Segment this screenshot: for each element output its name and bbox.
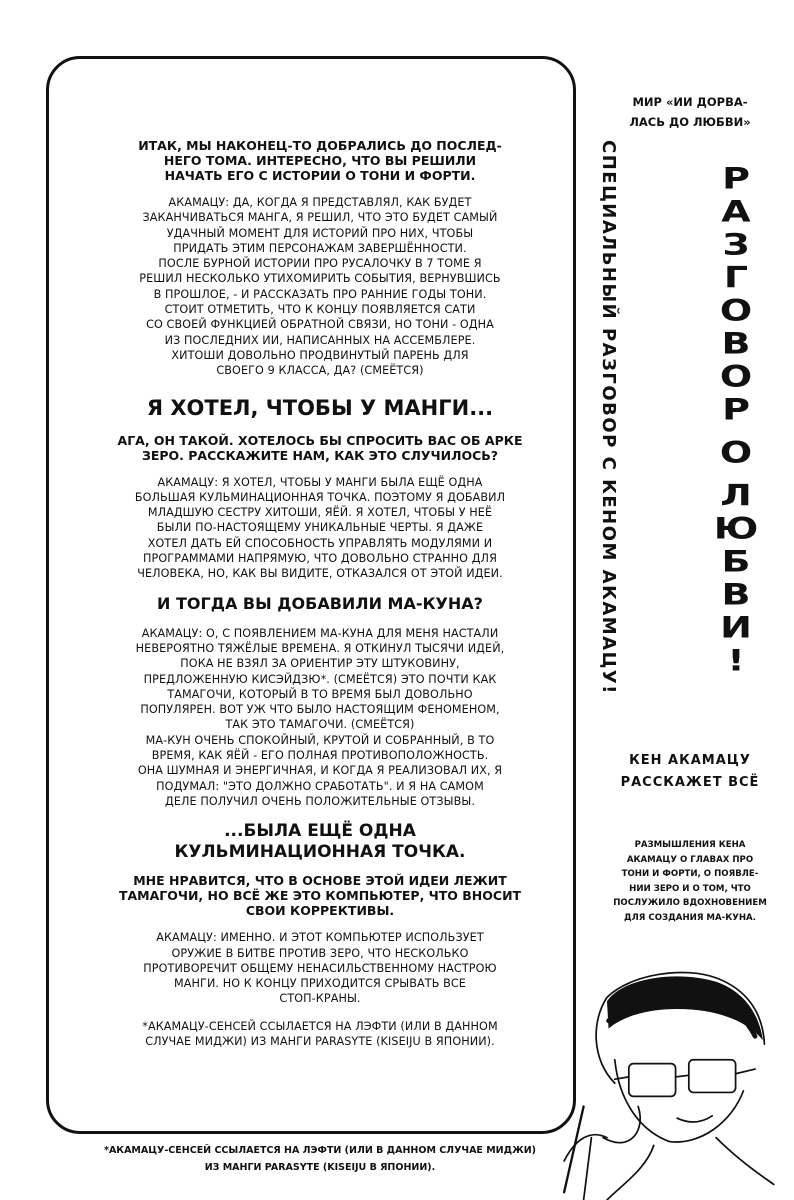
text-line: АКАМАЦУ: Я ХОТЕЛ, ЧТОБЫ У МАНГИ БЫЛА ЕЩЁ ОДНА xyxy=(157,475,483,489)
text-line: РАССКАЖЕТ ВСЁ xyxy=(620,775,760,790)
text-line: МИР «ИИ ДОРВА- xyxy=(632,95,748,109)
text-line: СВОИ КОРРЕКТИВЫ. xyxy=(245,903,395,919)
text-line: *АКАМАЦУ-СЕНСЕЙ ССЫЛАЕТСЯ НА ЛЭФТИ (ИЛИ В ДАННОМ xyxy=(142,1019,498,1033)
text-line: ТАМАГОЧИ, КОТОРЫЙ В ТО ВРЕМЯ БЫЛ ДОВОЛЬНО xyxy=(167,687,473,701)
text-line: ПОКА НЕ ВЗЯЛ ЗА ОРИЕНТИР ЭТУ ШТУКОВИНУ, xyxy=(180,657,460,671)
text-line: МА-КУН ОЧЕНЬ СПОКОЙНЫЙ, КРУТОЙ И СОБРАННЫЙ, В ТО xyxy=(145,733,495,747)
text-line: ИЗ ПОСЛЕДНИХ ИИ, НАПИСАННЫХ НА АССЕМБЛЕРЕ. xyxy=(164,333,476,347)
interviewer-question xyxy=(80,433,560,463)
title-letter: З xyxy=(722,226,750,262)
text-line: ПРОТИВОРЕЧИТ ОБЩЕМУ НЕНАСИЛЬСТВЕННОМУ НАСТРОЮ xyxy=(143,961,497,975)
text-line: ИЗ МАНГИ PARASYTE (KISEIJU В ЯПОНИИ). xyxy=(204,1162,436,1173)
section-heading xyxy=(80,821,560,863)
text-line: НИИ ЗЕРО И О ТОМ, ЧТО xyxy=(629,883,751,894)
text-line: БЫЛИ ПО-НАСТОЯЩЕМУ УНИКАЛЬНЫЕ ЧЕРТЫ. Я ДАЖЕ xyxy=(156,521,484,535)
title-letter: О xyxy=(719,434,753,470)
text-line: СВОЕГО 9 КЛАССА, ДА? (СМЕЁТСЯ) xyxy=(216,364,424,378)
section-heading xyxy=(80,395,560,421)
subtitle-vertical xyxy=(596,140,620,730)
interview-column xyxy=(80,138,560,1061)
text-line: ХИТОШИ ДОВОЛЬНО ПРОДВИНУТЫЙ ПАРЕНЬ ДЛЯ xyxy=(171,348,469,362)
text-line: СЛУЧАЕ МИДЖИ) ИЗ МАНГИ PARASYTE (KISEIJU В ЯПОНИИ). xyxy=(145,1034,495,1048)
title-letter: Л xyxy=(720,477,752,513)
subtitle-text: СПЕЦИАЛЬНЫЙ РАЗГОВОР С КЕНОМ АКАМАЦУ! xyxy=(598,140,619,695)
text-line: ДЕЛЕ ПОЛУЧИЛ ОЧЕНЬ ПОЛОЖИТЕЛЬНЫЕ ОТЗЫВЫ. xyxy=(164,794,476,808)
text-line: НЕВЕРОЯТНО ТЯЖЁЛЫЕ ВРЕМЕНА. Я ОТКИНУЛ ТЫСЯЧИ ИДЕЙ, xyxy=(135,641,505,655)
text-line: РАЗМЫШЛЕНИЯ КЕНА xyxy=(634,840,746,850)
title-letter: Б xyxy=(721,543,751,579)
title-letter: О xyxy=(719,358,753,394)
title-letter xyxy=(700,470,772,478)
text-line: ЗАКАНЧИВАТЬСЯ МАНГА, Я РЕШИЛ, ЧТО ЭТО БУДЕТ САМЫЙ xyxy=(142,211,498,225)
text-line: ПОСЛУЖИЛО ВДОХНОВЕНИЕМ xyxy=(613,898,767,908)
title-letter: Р xyxy=(722,160,750,196)
text-line: СО СВОЕЙ ФУНКЦИЕЙ ОБРАТНОЙ СВЯЗИ, НО ТОНИ - ОДНА xyxy=(146,318,494,332)
title-letter: Ю xyxy=(713,510,759,546)
text-line: УДАЧНЫЙ МОМЕНТ ДЛЯ ИСТОРИЙ ПРО НИХ, ЧТОБЫ xyxy=(166,226,474,240)
text-line: СТОП-КРАНЫ. xyxy=(279,992,361,1006)
text-line: *АКАМАЦУ-СЕНСЕЙ ССЫЛАЕТСЯ НА ЛЭФТИ (ИЛИ В ДАННОМ СЛУЧАЕ МИДЖИ) xyxy=(103,1145,537,1156)
author-answer xyxy=(80,195,560,379)
author-portrait-illustration xyxy=(540,935,794,1200)
title-letter: Г xyxy=(723,259,749,295)
text-line: ПОДУМАЛ: "ЭТО ДОЛЖНО СРАБОТАТЬ". И Я НА САМОМ xyxy=(156,779,484,793)
text-line: СТОИТ ОТМЕТИТЬ, ЧТО К КОНЦУ ПОЯВЛЯЕТСЯ САТИ xyxy=(164,303,476,317)
text-line: ЗЕРО. РАССКАЖИТЕ НАМ, КАК ЭТО СЛУЧИЛОСЬ? xyxy=(141,447,499,463)
text-line: ПОСЛЕ БУРНОЙ ИСТОРИИ ПРО РУСАЛОЧКУ В 7 ТОМЕ Я xyxy=(158,257,482,271)
interviewer-question xyxy=(80,873,560,918)
text-line: ПРЕДЛОЖЕННУЮ КИСЭЙДЗЮ*. (СМЕЁТСЯ) ЭТО ПОЧТИ КАК xyxy=(143,672,497,686)
title-letter: ! xyxy=(727,642,745,678)
text-line: ТОНИ И ФОРТИ, О ПОЯВЛЕ- xyxy=(621,869,759,879)
text-line: МЛАДШУЮ СЕСТРУ ХИТОШИ, ЯЁЙ. Я ХОТЕЛ, ЧТОБЫ У НЕЁ xyxy=(147,506,493,520)
blurb-text xyxy=(590,838,790,925)
text-line: ВРЕМЯ, КАК ЯЁЙ - ЕГО ПОЛНАЯ ПРОТИВОПОЛОЖНОСТЬ. xyxy=(151,749,489,763)
series-title xyxy=(590,92,790,132)
text-line: ДЛЯ СОЗДАНИЯ МА-КУНА. xyxy=(624,912,756,923)
text-line: НЕГО ТОМА. ИНТЕРЕСНО, ЧТО ВЫ РЕШИЛИ xyxy=(163,153,477,168)
text-line: И ТОГДА ВЫ ДОБАВИЛИ МА-КУНА? xyxy=(157,593,483,613)
text-line: ИТАК, МЫ НАКОНЕЦ-ТО ДОБРАЛИСЬ ДО ПОСЛЕД- xyxy=(138,138,502,153)
text-line: НАЧАТЬ ЕГО С ИСТОРИИ О ТОНИ И ФОРТИ. xyxy=(164,168,476,183)
author-answer xyxy=(80,930,560,1006)
text-line: ТАМАГОЧИ, НО ВСЁ ЖЕ ЭТО КОМПЬЮТЕР, ЧТО ВНОСИТ xyxy=(118,888,522,904)
main-title-vertical xyxy=(700,162,772,677)
title-letter: В xyxy=(721,576,751,612)
interviewer-question xyxy=(80,138,560,183)
text-line: КУЛЬМИНАЦИОННАЯ ТОЧКА. xyxy=(174,842,466,863)
text-line: ТАК ЭТО ТАМАГОЧИ. (СМЕЁТСЯ) xyxy=(225,718,415,732)
title-letter: О xyxy=(719,292,753,328)
title-letter: Р xyxy=(722,391,750,427)
text-line: ЧЕЛОВЕКА, НО, КАК ВЫ ВИДИТЕ, ОТКАЗАЛСЯ ОТ ЭТОЙ ИДЕИ. xyxy=(137,567,503,581)
author-answer xyxy=(80,626,560,810)
title-letter: А xyxy=(721,193,751,229)
text-line: АКАМАЦУ: ИМЕННО. И ЭТОТ КОМПЬЮТЕР ИСПОЛЬЗУЕТ xyxy=(156,931,484,945)
text-line: МАНГИ. НО К КОНЦУ ПРИХОДИТСЯ СРЫВАТЬ ВСЕ xyxy=(174,977,466,991)
text-line: АКАМАЦУ О ГЛАВАХ ПРО xyxy=(626,854,754,865)
title-letter xyxy=(700,427,772,435)
text-line: Я ХОТЕЛ, ЧТОБЫ У МАНГИ... xyxy=(146,395,494,420)
title-letter: В xyxy=(721,325,751,361)
text-line: АКАМАЦУ: ДА, КОГДА Я ПРЕДСТАВЛЯЛ, КАК БУДЕТ xyxy=(168,196,472,209)
title-letter: И xyxy=(720,609,752,645)
author-answer xyxy=(80,475,560,582)
text-line: ЛАСЬ ДО ЛЮБВИ» xyxy=(629,115,751,129)
text-line: ХОТЕЛ ДАТЬ ЕЙ СПОСОБНОСТЬ УПРАВЛЯТЬ МОДУЛЯМИ И xyxy=(147,536,493,550)
section-heading xyxy=(80,594,560,614)
text-line: ПОПУЛЯРЕН. ВОТ УЖ ЧТО БЫЛО НАСТОЯЩИМ ФЕНОМЕНОМ, xyxy=(140,703,500,717)
text-line: БОЛЬШАЯ КУЛЬМИНАЦИОННАЯ ТОЧКА. ПОЭТОМУ Я ДОБАВИЛ xyxy=(134,490,506,504)
author-answer xyxy=(80,1019,560,1050)
text-line: АКАМАЦУ: О, С ПОЯВЛЕНИЕМ МА-КУНА ДЛЯ МЕНЯ НАСТАЛИ xyxy=(141,626,499,640)
text-line: ПРИДАТЬ ЭТИМ ПЕРСОНАЖАМ ЗАВЕРШЁННОСТИ. xyxy=(173,241,467,255)
text-line: АГА, ОН ТАКОЙ. ХОТЕЛОСЬ БЫ СПРОСИТЬ ВАС ОБ АРКЕ xyxy=(117,432,523,448)
author-caption xyxy=(590,750,790,794)
text-line: ОНА ШУМНАЯ И ЭНЕРГИЧНАЯ, И КОГДА Я РЕАЛИЗОВАЛ ИХ, Я xyxy=(137,764,503,778)
text-line: ...БЫЛА ЕЩЁ ОДНА xyxy=(224,821,416,842)
footnote xyxy=(100,1142,540,1176)
text-line: МНЕ НРАВИТСЯ, ЧТО В ОСНОВЕ ЭТОЙ ИДЕИ ЛЕЖИТ xyxy=(133,873,507,889)
text-line: В ПРОШЛОЕ, - И РАССКАЗАТЬ ПРО РАННИЕ ГОДЫ ТОНИ. xyxy=(153,287,487,301)
text-line: ОРУЖИЕ В БИТВЕ ПРОТИВ ЗЕРО, ЧТО НЕСКОЛЬКО xyxy=(171,946,469,960)
text-line: КЕН АКАМАЦУ xyxy=(629,753,751,768)
text-line: ПРОГРАММАМИ НАПРЯМУЮ, ЧТО ДОВОЛЬНО СТРАННО ДЛЯ xyxy=(143,552,497,566)
text-line: РЕШИЛ НЕСКОЛЬКО УТИХОМИРИТЬ СОБЫТИЯ, ВЕРНУВШИСЬ xyxy=(139,272,501,286)
